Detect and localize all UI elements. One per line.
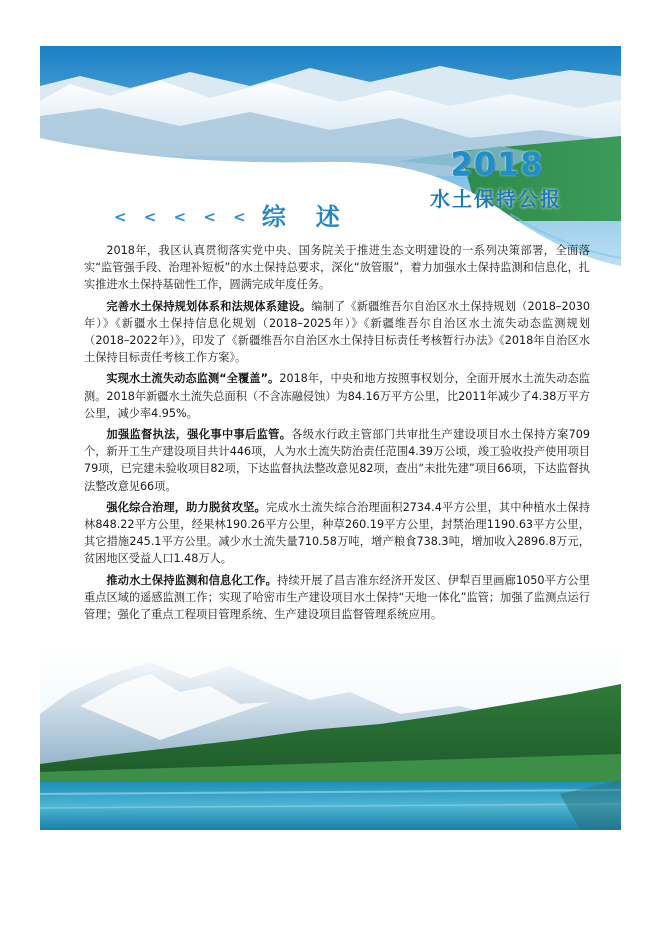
paragraph-intro [84, 242, 590, 294]
section-title: 综述 [261, 203, 370, 231]
paragraph-text: 2018年，我区认真贯彻落实党中央、国务院关于推进生态文明建设的一系列决策部署，全面落实“监管强手段、治理补短板”的水土保持总要求，深化“放管服”，着力加强水土保持监测和信息化，扎实推进水土保持基础性工作，圆满完成年度任务。 [84, 244, 590, 292]
report-page [40, 46, 621, 830]
paragraph-heading: 强化综合治理，助力脱贫攻坚。 [106, 500, 266, 514]
paragraph-heading: 加强监督执法，强化事中事后监管。 [106, 428, 292, 442]
paragraph-text: 各级水行政主管部门共审批生产建设项目水土保持方案709个，新开工生产建设项目共计446项，人为水土流失防治责任范围4.39万公顷，竣工验收投产使用项目79项，已完建未验收项目82项，下达监督执法整改意见82项，查出“未批先建”项目66项，下达监督执法整改意见66项。 [84, 428, 590, 493]
paragraph-planning [84, 298, 590, 367]
paragraph-text: 2018年，中央和地方按照事权划分，全面开展水土流失动态监测。2018年新疆水土流失总面积（不含冻融侵蚀）为84.16万平方公里，比2011年减少了4.38万平方公里，减少率4.95%。 [84, 372, 590, 420]
body-text [84, 242, 590, 627]
section-heading [114, 202, 370, 232]
report-year: 2018 [450, 145, 544, 183]
paragraph-governance [84, 499, 590, 568]
paragraph-heading: 完善水土保持规划体系和法规体系建设。 [106, 299, 312, 313]
chevron-decoration-icon: < < < < < [114, 208, 252, 226]
report-title: 水土保持公报 [430, 187, 562, 211]
paragraph-text: 编制了《新疆维吾尔自治区水土保持规划（2018–2030年）》《新疆水土保持信息化规划（2018–2025年）》《新疆维吾尔自治区水土流失动态监测规划（2018–2022年）》，印发了《新疆维吾尔自治区水土保持目标责任考核暂行办法》《2018年自治区水土保持目标责任考核工作方案》。 [84, 299, 590, 365]
paragraph-supervision [84, 426, 590, 495]
paragraph-informatization [84, 572, 590, 624]
paragraph-text: 持续开展了昌吉准东经济开发区、伊犁百里画廊1050平方公里重点区域的遥感监测工作；实现了哈密市生产建设项目水土保持“天地一体化”监管；加强了监测点运行管理；强化了重点工程项目管理系统、生产建设项目监督管理系统应用。 [84, 573, 590, 622]
lake-forest-image [40, 644, 621, 830]
paragraph-heading: 推动水土保持监测和信息化工作。 [106, 573, 278, 587]
paragraph-heading: 实现水土流失动态监测“全覆盖”。 [106, 372, 280, 386]
paragraph-monitoring [84, 370, 590, 422]
paragraph-text: 完成水土流失综合治理面积2734.4平方公里，其中种植水土保持林848.22平方公里，经果林190.26平方公里，种草260.19平方公里，封禁治理1190.63平方公里，其它措施245.1平方公里。减少水土流失量710.58万吨，增产粮食738.3吨，增加收入2896.8万元，贫困地区受益人口1.48万人。 [84, 500, 590, 566]
